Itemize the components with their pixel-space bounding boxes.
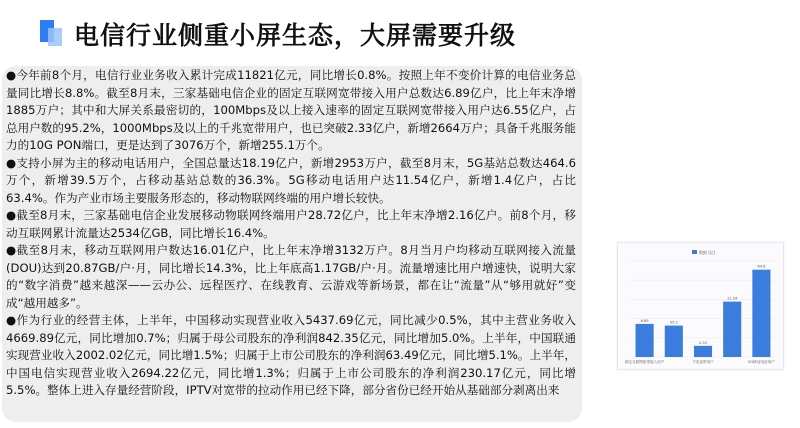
bar-category-label: 5G移动电话用户	[748, 360, 775, 364]
paragraph-mobile-users: ●支持小屏为主的移动电话用户，全国总量达18.19亿户，新增2953万户，截至8月末，5G基站总数达464.6万个，新增39.5万个，占移动基站总数的36.3%。5G移动电话用户达11.54亿户，新增1.4亿户，占比63.4%。作为产业市场主要服务形态的，移动物联网终端的用户增长较快。	[6, 155, 576, 205]
legend-label: 数据 (亿)	[699, 250, 716, 255]
paragraph-traffic: ●截至8月末，移动互联网用户数达16.01亿户，比上年末净增3132万户。8月当月户均移动互联网接入流量(DOU)达到20.87GB/户·月，同比增长14.3%，比上年底高1.17GB/户·月。流量增速比用户增速快，说明大家的“数字消费”越来越深——云办公、远程医疗、在线教育、云游戏等新场景，都在让“流量”从“够用就好”变成“越用越多”。	[6, 243, 576, 310]
chart-bar	[752, 270, 770, 357]
bar-value-label: 64.6	[757, 264, 766, 269]
title-accent-icon	[40, 20, 64, 48]
page-title: 电信行业侧重小屏生态，大屏需要升级	[74, 21, 517, 50]
paragraph-operators: ●作为行业的经营主体，上半年，中国移动实现营业收入5437.69亿元，同比减少0.5%，其中主营业务收入4669.89亿元，同比增加0.7%；归属于母公司股东的净利润842.35亿元，同比增加5.0%。上半年，中国联通实现营业收入2002.02亿元，同比增1.5%；归属于上市公司股东的净利润63.49亿元，同比增5.1%。上半年，中国电信实现营业收入2694.22亿元，同比增1.3%；归属于上市公司股东的净利润230.17亿元，同比增5.5%。整体上进入存量经营阶段，IPTV对宽带的拉动作用已经下降，部分省份已经开始从基础部分剥离出来	[6, 313, 576, 397]
paragraph-iot: ●截至8月末，三家基础电信企业发展移动物联网终端用户28.72亿户，比上年末净增2.16亿户。前8个月，移动互联网累计流量达2534亿GB，同比增长16.4%。	[6, 208, 576, 240]
text-panel	[2, 66, 582, 422]
bar-value-label: 2.33	[698, 340, 708, 345]
chart-bar	[665, 326, 683, 357]
bar-category-label: 固定互联网宽带接入用户	[624, 360, 665, 364]
bar-value-label: 95.2	[669, 320, 678, 325]
chart-bar	[723, 302, 741, 357]
legend-swatch	[692, 250, 697, 254]
slide-title-area	[40, 14, 516, 54]
bar-category-label: 千兆宽带用户	[692, 360, 714, 364]
chart-bar	[694, 346, 712, 357]
bar-chart	[617, 242, 784, 370]
chart-bar	[636, 324, 654, 357]
bar-value-label: 6.89	[640, 318, 649, 323]
bar-value-label: 11.54	[727, 296, 738, 301]
bar-chart-svg	[618, 243, 783, 369]
paragraph-broadband: ●今年前8个月，电信行业业务收入累计完成11821亿元，同比增长0.8%。按照上年不变价计算的电信业务总量同比增长8.8%。截至8月末，三家基础电信企业的固定互联网宽带接入用户总数达6.89亿户，比上年末净增1885万户；其中和大屏关系最密切的，100Mbps及以上接入速率的固定互联网宽带接入用户达6.55亿户，占总用户数的95.2%，1000Mbps及以上的千兆宽带用户，也已突破2.33亿户，新增2664万户；具备千兆服务能力的10G PON端口，更是达到了3076万个，新增255.1万个。	[6, 68, 576, 152]
